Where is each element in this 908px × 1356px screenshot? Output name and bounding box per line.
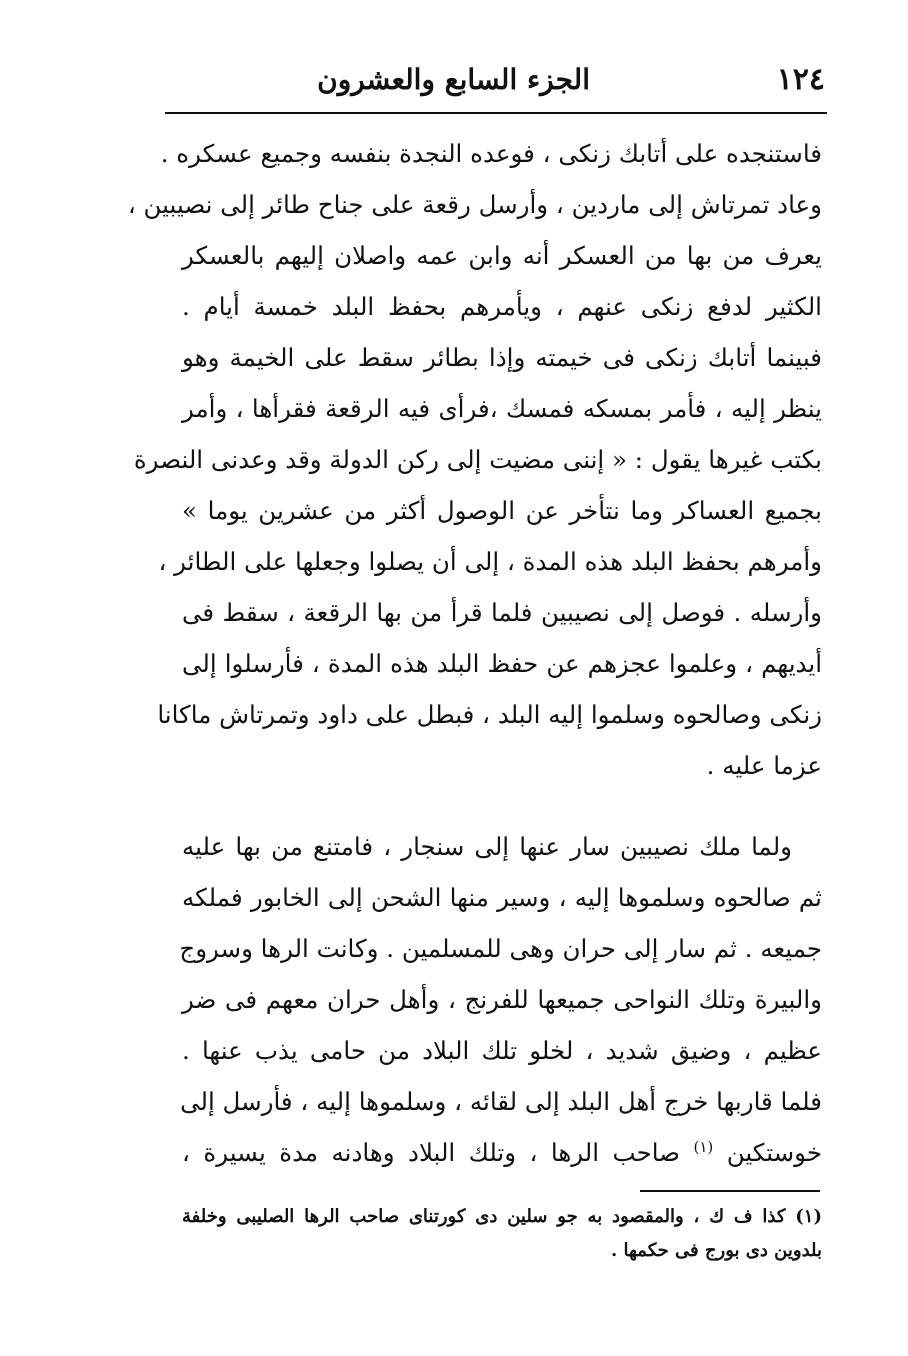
header-rule [165,112,827,114]
text-line: بجميع العساكر وما نتأخر عن الوصول أكثر من عشرين يوما » [182,496,822,525]
footnote-reference: (١) [693,1137,714,1156]
text-line-with-footnote-ref [182,1127,822,1178]
text-line: بكتب غيرها يقول : « إننى مضيت إلى ركن الدولة وقد وعدنى النصرة [133,445,822,474]
text-line: أيديهم ، وعلموا عجزهم عن حفظ البلد هذه المدة ، فأرسلوا إلى [182,649,822,678]
paragraph-gap [182,791,822,821]
text-line: عظيم ، وضيق شديد ، لخلو تلك البلاد من حامى يذب عنها . [182,1036,822,1065]
text-line: ثم صالحوه وسلموها إليه ، وسير منها الشحن إلى الخابور فملكه [182,883,822,912]
text-line: وأرسله . فوصل إلى نصيبين فلما قرأ من بها الرقعة ، سقط فى [182,598,822,627]
running-title: الجزء السابع والعشرون [317,63,590,96]
footnote-line: بلدوين دى بورج فى حكمها . [610,1240,822,1261]
text-line: فلما قاربها خرج أهل البلد إلى لقائه ، وسلموها إليه ، فأرسل إلى [180,1087,822,1116]
text-line: وأمرهم بحفظ البلد هذه المدة ، إلى أن يصلوا وجعلها على الطائر ، [158,547,822,576]
text-line: زنكى وصالحوه وسلموا إليه البلد ، فبطل على داود وتمرتاش ماكانا [157,700,822,729]
footnotes [182,1200,822,1268]
text-segment: صاحب الرها ، وتلك البلاد وهادنه مدة يسيرة ، [182,1138,680,1167]
text-line: ينظر إليه ، فأمر بمسكه فمسك ،فرأى فيه الرقعة فقرأها ، وأمر [182,394,822,423]
text-line: فبينما أتابك زنكى فى خيمته وإذا بطائر سقط على الخيمة وهو [182,343,822,372]
text-line: عزما عليه . [706,751,822,780]
text-line: وعاد تمرتاش إلى ماردين ، وأرسل رقعة على جناح طائر إلى نصيبين ، [127,190,822,219]
text-line: يعرف من بها من العسكر أنه وابن عمه واصلان إليهم بالعسكر [182,241,822,270]
page-number: ١٢٤ [776,62,825,97]
footnote-line: (١) كذا ف ك ، والمقصود به جو سلين دى كورتناى صاحب الرها الصليبى وخلفة [182,1206,822,1227]
text-line: الكثير لدفع زنكى عنهم ، ويأمرهم بحفظ البلد خمسة أيام . [182,292,822,321]
text-line: ولما ملك نصيبين سار عنها إلى سنجار ، فامتنع من بها عليه [182,832,792,861]
paragraph-2 [179,821,822,1178]
paragraph-1 [127,128,822,791]
page-header [165,60,825,108]
main-text [127,128,822,1178]
text-line: فاستنجده على أتابك زنكى ، فوعده النجدة بنفسه وجميع عسكره . [160,139,822,168]
text-line: والبيرة وتلك النواحى جميعها للفرنج ، وأهل حران معهم فى ضر [182,985,822,1014]
text-segment: خوستكين [726,1138,822,1167]
footnote-rule [640,1190,820,1192]
text-line: جميعه . ثم سار إلى حران وهى للمسلمين . وكانت الرها وسروج [179,934,822,963]
